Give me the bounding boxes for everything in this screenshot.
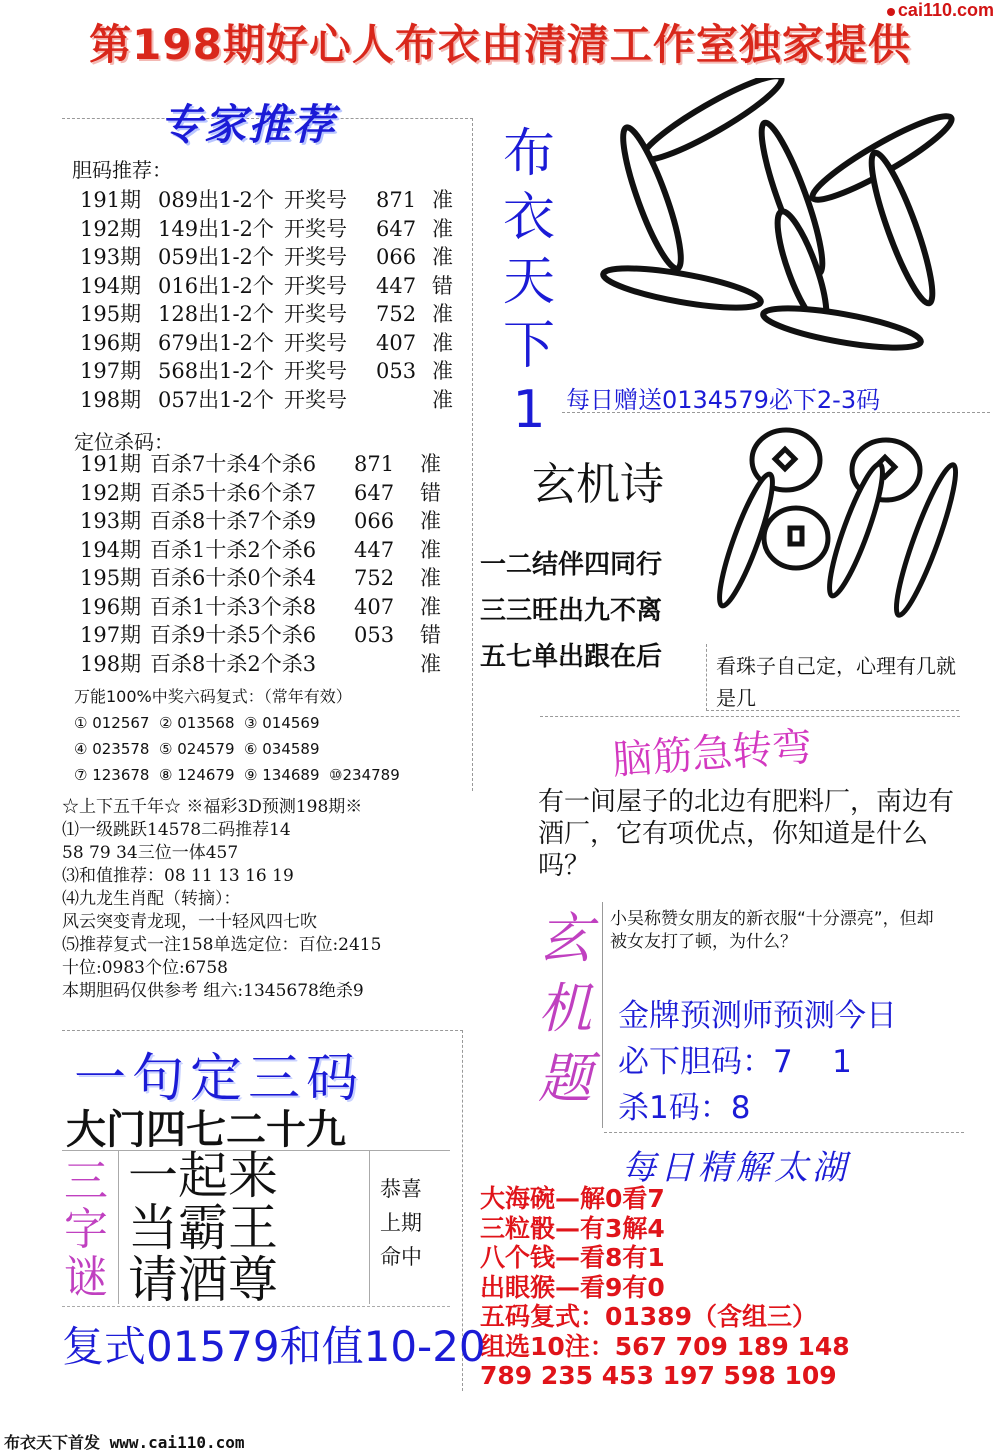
dan-row-cell: 准	[432, 330, 453, 355]
dan-title: 胆码推荐：	[72, 158, 172, 182]
dan-row-cell: 错	[432, 273, 453, 298]
kill-row-cell: 193期	[80, 509, 142, 533]
dan-row	[80, 357, 472, 386]
divider	[540, 716, 960, 717]
kill-row-cell: 准	[420, 594, 441, 619]
riddle-word: 当霸王	[128, 1199, 278, 1257]
kill-row-cell: 197期	[80, 623, 142, 647]
kill-row-cell: 447	[354, 537, 395, 562]
congrats-line: 命中	[380, 1245, 422, 1269]
kill-row-cell: 准	[420, 509, 441, 533]
logo-dot-icon	[887, 8, 895, 16]
history-line: 58 79 34三位一体457	[62, 843, 239, 863]
coins-icon	[706, 420, 960, 642]
kill-row-cell: 百杀8十杀2个杀3	[150, 651, 317, 676]
kill-row-cell: 错	[420, 623, 441, 647]
taihu-line: 大海碗—解0看7	[480, 1184, 665, 1213]
dan-row-cell: 568出1-2个	[158, 359, 274, 383]
kill-row	[80, 593, 460, 622]
dan-row-cell: 开奖号	[284, 359, 347, 383]
dan-row-cell: 407	[376, 330, 417, 355]
dan-row-cell: 057出1-2个	[158, 387, 274, 412]
poem-line: 五七单出跟在后	[480, 642, 663, 672]
dan-row-cell: 128出1-2个	[158, 302, 274, 326]
dan-row-cell: 准	[432, 188, 453, 212]
page-title: 第198期好心人布衣由清清工作室独家提供	[89, 20, 911, 69]
kill-row-cell: 198期	[80, 651, 142, 676]
dan-row	[80, 300, 472, 329]
history-block	[62, 796, 381, 1003]
dan-row	[80, 272, 472, 301]
riddle-text: 有一间屋子的北边有肥料厂，南边有酒厂，它有项优点，你知道是什么吗？	[538, 787, 955, 881]
dan-row-cell: 871	[376, 188, 417, 212]
taihu-line: 八个钱—看8有1	[480, 1243, 665, 1272]
six-list	[74, 710, 400, 788]
dan-row-cell: 066	[376, 245, 417, 269]
kill-row	[80, 536, 460, 565]
dan-row-cell: 195期	[80, 302, 142, 326]
kill-row-cell: 准	[420, 566, 441, 590]
xuanji-question: 小吴称赞女朋友的新衣服“十分漂亮”，但却被女友打了顿，为什么？	[610, 909, 934, 952]
kill-row-cell: 196期	[80, 594, 142, 619]
dan-row-cell: 053	[376, 359, 417, 383]
dan-row-cell: 开奖号	[284, 330, 347, 355]
sanzimi-label: 三字谜	[64, 1156, 108, 1303]
gold-line-3: 杀1码：8	[618, 1090, 751, 1126]
kill-row	[80, 450, 460, 479]
dan-table	[80, 186, 472, 414]
gold-line-1: 金牌预测师预测今日	[618, 998, 897, 1034]
riddle-title: 脑筋急转弯	[610, 724, 814, 784]
taihu-line: 三粒骰—有3解4	[480, 1213, 665, 1243]
dan-row-cell: 193期	[80, 245, 142, 269]
history-line: ⑸推荐复式一注158单选定位：百位:2415	[62, 935, 382, 955]
dan-row	[80, 329, 472, 358]
kill-row-cell: 准	[420, 452, 441, 476]
kill-row-cell: 647	[354, 480, 395, 505]
fushi-line: 复式01579和值10-20	[62, 1322, 486, 1371]
dan-row-cell: 016出1-2个	[158, 273, 274, 298]
dan-row-cell: 开奖号	[284, 273, 347, 298]
six-line: ④ 023578 ⑤ 024579 ⑥ 034589	[74, 740, 320, 758]
kill-row-cell: 百杀6十杀0个杀4	[150, 566, 317, 590]
dan-row-cell: 198期	[80, 387, 142, 412]
kill-row-cell: 192期	[80, 480, 142, 505]
kill-row	[80, 479, 460, 508]
logo-text: cai110.com	[897, 0, 994, 20]
riddle-word: 请酒尊	[128, 1251, 278, 1309]
dan-row-cell: 197期	[80, 359, 142, 383]
header	[0, 0, 1000, 80]
six-line: ① 012567 ② 013568 ③ 014569	[74, 714, 320, 732]
poem-lines	[480, 542, 662, 680]
dan-row	[80, 243, 472, 272]
taihu-line: 789 235 453 197 598 109	[480, 1361, 837, 1390]
congrats-line: 恭喜	[380, 1177, 422, 1201]
history-line: ⑴一级跳跃14578二码推荐14	[62, 820, 291, 840]
dan-row	[80, 215, 472, 244]
dan-row-cell: 准	[432, 359, 453, 383]
dan-row-cell: 准	[432, 387, 453, 412]
kill-row	[80, 564, 460, 593]
kill-row-cell: 错	[420, 480, 441, 505]
site-logo[interactable]	[887, 0, 994, 21]
divider	[562, 412, 990, 413]
kill-row-cell: 752	[354, 566, 395, 590]
kill-row-cell: 百杀1十杀3个杀8	[150, 594, 317, 619]
history-line: ☆上下五千年☆ ※福彩3D预测198期※	[62, 797, 363, 817]
kill-row-cell: 准	[420, 537, 441, 562]
taihu-line: 五码复式：01389（含组三）	[480, 1302, 817, 1331]
six-title: 万能100%中奖六码复式：（常年有效）	[74, 687, 352, 706]
footer-text: 布衣天下首发 www.cai110.com	[4, 1433, 245, 1452]
dan-row-cell: 679出1-2个	[158, 330, 274, 355]
poem-note: 看珠子自己定，心理有几就是几	[716, 654, 956, 710]
congrats-line: 上期	[380, 1211, 422, 1235]
history-line: 十位:0983个位:6758	[62, 958, 228, 978]
dan-row-cell: 开奖号	[284, 245, 347, 269]
dan-row-cell: 开奖号	[284, 188, 347, 212]
taihu-title: 每日精解太湖	[622, 1148, 850, 1188]
kill-row-cell: 053	[354, 623, 395, 647]
poem-line: 三三旺出九不离	[480, 596, 663, 626]
dan-row-cell: 089出1-2个	[158, 188, 274, 212]
poem-line: 一二结伴四同行	[480, 550, 663, 580]
domino-figure-icon	[562, 78, 992, 374]
dan-row-cell: 196期	[80, 330, 142, 355]
dan-row-cell: 447	[376, 273, 417, 298]
kill-table	[80, 450, 460, 678]
kill-row-cell: 百杀7十杀4个杀6	[150, 452, 317, 476]
dan-row-cell: 开奖号	[284, 216, 347, 241]
expert-heading: 专家推荐	[160, 100, 337, 149]
kill-row-cell: 194期	[80, 537, 142, 562]
kill-row-cell: 百杀5十杀6个杀7	[150, 480, 317, 505]
kill-row-cell: 066	[354, 509, 395, 533]
kill-row-cell: 百杀1十杀2个杀6	[150, 537, 317, 562]
dan-row	[80, 186, 472, 215]
kill-row-cell: 195期	[80, 566, 142, 590]
kill-row-cell: 准	[420, 651, 441, 676]
history-line: ⑷九龙生肖配（转摘）：	[62, 889, 241, 909]
dan-row	[80, 386, 472, 415]
poem-title: 玄机诗	[532, 459, 664, 510]
sanma-line: 大门四七二十九	[66, 1107, 346, 1153]
kill-row-cell: 191期	[80, 452, 142, 476]
kill-row-cell: 百杀8十杀7个杀9	[150, 509, 317, 533]
taihu-lines	[480, 1184, 850, 1391]
history-line: 风云突变青龙现，一十轻风四七吹	[62, 912, 317, 932]
kill-row-cell: 百杀9十杀5个杀6	[150, 623, 317, 647]
divider	[604, 1132, 964, 1133]
dan-row-cell: 752	[376, 302, 417, 326]
pieces-picture	[562, 78, 992, 374]
history-line: 本期胆码仅供参考 组六:1345678绝杀9	[62, 981, 364, 1001]
dan-row-cell: 准	[432, 245, 453, 269]
dan-row-cell: 059出1-2个	[158, 245, 274, 269]
dan-row-cell: 开奖号	[284, 302, 347, 326]
congrats-list	[380, 1172, 422, 1274]
divider	[62, 1306, 450, 1307]
kill-row	[80, 650, 460, 679]
dan-row-cell: 191期	[80, 188, 142, 212]
history-line: ⑶和值推荐：08 11 13 16 19	[62, 866, 294, 886]
gift-line: 每日赠送0134579必下2-3码	[566, 386, 881, 414]
dan-row-cell: 准	[432, 302, 453, 326]
six-line: ⑦ 123678 ⑧ 124679 ⑨ 134689 ⑩234789	[74, 766, 400, 784]
kill-row-cell: 871	[354, 452, 395, 476]
gold-line-2: 必下胆码：7 1	[618, 1044, 852, 1080]
buyi-vertical: 布衣天下1	[502, 124, 555, 440]
kill-row	[80, 621, 460, 650]
kill-row	[80, 507, 460, 536]
dan-row-cell: 647	[376, 216, 417, 241]
sanma-heading: 一句定三码	[74, 1049, 365, 1109]
taihu-line: 出眼猴—看9有0	[480, 1272, 665, 1302]
dan-row-cell: 192期	[80, 216, 142, 241]
riddle-word: 一起来	[128, 1147, 278, 1205]
kill-title: 定位杀码：	[74, 430, 174, 454]
dan-row-cell: 开奖号	[284, 387, 347, 412]
kill-row-cell: 407	[354, 594, 395, 619]
dan-row-cell: 准	[432, 216, 453, 241]
taihu-line: 组选10注：567 709 189 148	[480, 1331, 850, 1361]
riddle-words	[128, 1147, 278, 1309]
dan-row-cell: 149出1-2个	[158, 216, 274, 241]
xuanji-title: 玄机题	[538, 907, 592, 1110]
dan-row-cell: 194期	[80, 273, 142, 298]
coin-picture	[706, 420, 960, 642]
